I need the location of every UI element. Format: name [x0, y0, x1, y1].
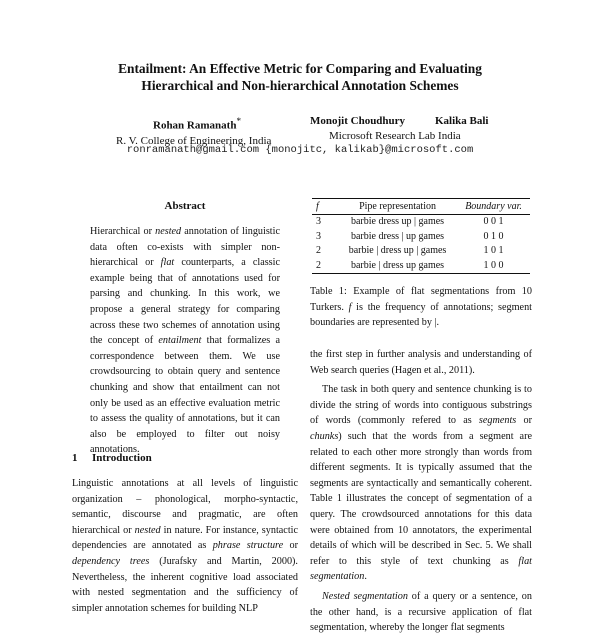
abstract-text-flat: flat [160, 257, 175, 269]
table-row [312, 244, 530, 259]
intro-text-nested: nested [134, 524, 161, 536]
cell-pipe: barbie dress | up games [350, 230, 445, 242]
introduction-body [72, 476, 298, 616]
intro-text-1: Linguistic annotations at all levels of linguistic organization – phonological, morpho-syntactic, semantic, discourse and pragmatic, are often hierarchical or [72, 478, 298, 536]
table-caption [310, 284, 532, 331]
table-row [312, 259, 530, 274]
section-number: 1 [72, 452, 78, 464]
paragraph-3 [310, 589, 532, 636]
cell-f: 2 [316, 245, 321, 256]
author-2-name: Monojit Choudhury [310, 115, 406, 127]
caption-text-1: Table 1: Example of flat segmentations from 10 Turkers. [310, 286, 532, 313]
para2-text-chunks: chunks [310, 430, 339, 442]
intro-text-phrase-structure: phrase structure [212, 540, 284, 552]
abstract-text-entailment: entailment [158, 335, 202, 347]
intro-text-3: or [283, 540, 298, 552]
caption-text-2: is the frequency of annotations; segment boundaries are represented by |. [310, 301, 533, 329]
caption-text-f: f [348, 301, 352, 313]
table-row [312, 230, 530, 245]
cell-f: 3 [316, 230, 321, 242]
section-title: Introduction [92, 452, 152, 464]
author-emails: ronramanath@gmail.com {monojitc, kalikab}@microsoft.com [126, 144, 474, 156]
intro-text-4: (Jurafsky and Martin, 2000). Nevertheless, the inherent cognitive load associated with nested segmentation and the sufficiency of simpler annotation schemes for building NLP [72, 555, 298, 614]
cell-boundary: 0 1 0 [483, 230, 504, 242]
cell-boundary: 1 0 1 [483, 245, 504, 256]
intro-text-dependency-trees: dependency trees [72, 555, 150, 567]
abstract-body [90, 224, 280, 458]
para3-text-nested-segmentation: Nested segmentation [322, 590, 408, 602]
cell-boundary: 1 0 0 [483, 259, 504, 271]
cell-pipe: barbie dress up | games [350, 216, 445, 227]
cell-pipe: barbie | dress up games [350, 259, 445, 271]
header-f: f [316, 201, 319, 212]
para2-text-1: The task in both query and sentence chunking is to divide the string of words into contiguous substrings of words (commonly refered to as [310, 384, 532, 427]
title-line-2: Hierarchical and Non-hierarchical Annotation Schemes [141, 78, 459, 93]
paper-title [60, 60, 540, 94]
para2-text-3: ) such that the words from a segment are related to each other more strongly than words from different segments. It is typically assumed that the segments are syntactically and semantically coherent. Table 1 illustrates the concept of segmentation of a query. The crowdsourced annotations for this data were obtained from 10 annotators, the experimental details of which will be described in Sec. 5. We shall refer to this style of text chunking as [310, 430, 532, 567]
paragraph-1: the first step in further analysis and understanding of Web search queries (Hagen et al., 2011). [310, 349, 532, 376]
para2-text-segments: segments [478, 415, 517, 427]
cell-f: 2 [316, 259, 321, 271]
author-1-name: Rohan Ramanath [153, 119, 237, 132]
paragraph-2 [310, 382, 532, 585]
author-3-block [435, 114, 489, 129]
intro-text-2: in nature. For instance, syntactic dependencies are annotated as [72, 524, 299, 552]
title-line-1: Entailment: An Effective Metric for Comparing and Evaluating [118, 61, 482, 76]
table-row [312, 215, 530, 230]
cell-pipe: barbie | dress up | games [348, 245, 447, 256]
author-1-affiliation: R. V. College of Engineering, India [116, 134, 272, 147]
table-header-row [312, 199, 530, 215]
para2-text-flat-segmentation: flat segmentation [310, 555, 532, 583]
author-2-affiliation: Microsoft Research Lab India [329, 130, 461, 142]
para3-text-1: of a query or a sentence, on the other hand, is a recursive application of flat segmentation, whereby the longer flat segments [310, 590, 532, 634]
right-column-body [310, 347, 532, 636]
section-heading-introduction [72, 452, 152, 464]
cell-boundary: 0 0 1 [483, 216, 504, 227]
table-flat-segmentations [312, 198, 530, 274]
author-1-mark: * [236, 116, 242, 126]
abstract-text-3: counterparts, a classic example being that of annotations used for parsing and chunking. In this work, we propose a general strategy for comparing across these two schemes of annotation using the concept of [90, 257, 280, 347]
para2-text-4: . [364, 571, 367, 583]
cell-f: 3 [316, 216, 321, 227]
abstract-heading: Abstract [164, 200, 206, 212]
author-3-name: Kalika Bali [435, 115, 489, 127]
abstract-text-nested: nested [155, 226, 182, 237]
abstract-text-4: that formalizes a correspondence between them. We use crowdsourcing to obtain query and sentence chunking and show that entailment can not only be used as an effective evaluation metric to assess the quality of annotations, but it can also be employed to filter out noisy annotations. [90, 335, 281, 456]
abstract-text-2: annotation of linguistic data often co-exists with simpler non-hierarchical or [90, 226, 280, 269]
abstract-text-1: Hierarchical or [90, 226, 156, 237]
header-boundary: Boundary var. [465, 201, 522, 212]
header-pipe: Pipe representation [359, 201, 436, 212]
para2-text-2: or [516, 415, 532, 427]
